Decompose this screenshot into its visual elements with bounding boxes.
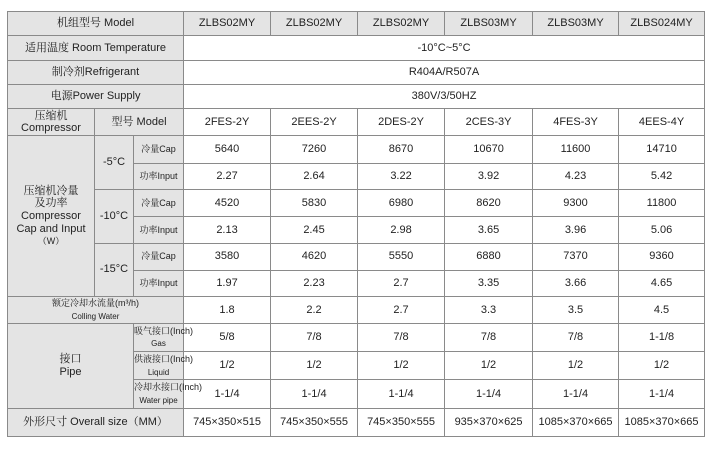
size-value: 745×350×555: [271, 408, 358, 436]
refrigerant-value: R404A/R507A: [184, 60, 705, 84]
model-name: ZLBS02MY: [271, 12, 358, 36]
pipe-label: [8, 323, 134, 408]
compressor-type: 2EES-2Y: [271, 109, 358, 136]
pipe-type-en: Liquid: [147, 367, 170, 377]
pipe-label-en: Pipe: [59, 365, 82, 378]
cooling-water-row: [8, 297, 705, 324]
input-value: 2.45: [271, 217, 358, 243]
input-value: 1.97: [184, 270, 271, 296]
size-label: 外形尺寸 Overall size（MM）: [8, 408, 184, 436]
compressor-type: 4EES-4Y: [619, 109, 705, 136]
pipe-value: 1-1/4: [533, 380, 619, 408]
pipe-value: 1/2: [358, 351, 445, 379]
capacity-label-cn1: 压缩机冷量: [23, 184, 79, 197]
pipe-value: 1-1/4: [271, 380, 358, 408]
model-name: ZLBS024MY: [619, 12, 705, 36]
input-value: 5.06: [619, 217, 705, 243]
pipe-type-cn: 冷却水接口(Inch): [134, 382, 203, 393]
input-value: 2.27: [184, 163, 271, 189]
pipe-value: 7/8: [271, 323, 358, 351]
input-value: 3.92: [445, 163, 533, 189]
input-value: 2.13: [184, 217, 271, 243]
cap-value: 3580: [184, 243, 271, 270]
cap-label: 冷量Cap: [134, 243, 184, 270]
size-value: 745×350×555: [358, 408, 445, 436]
temp-cell: -10°C: [95, 189, 134, 243]
pipe-value: 1-1/4: [619, 380, 705, 408]
pipe-value: 1/2: [533, 351, 619, 379]
spec-table: [7, 11, 705, 437]
cap-value: 5830: [271, 189, 358, 216]
model-name: ZLBS03MY: [445, 12, 533, 36]
pipe-value: 7/8: [445, 323, 533, 351]
pipe-value: 1/2: [619, 351, 705, 379]
capacity-label-en1: Compressor: [21, 209, 81, 222]
pipe-value: 1/2: [184, 351, 271, 379]
temperature-row: [8, 36, 705, 60]
compressor-type-label: 型号 Model: [95, 109, 184, 136]
cap-value: 9300: [533, 189, 619, 216]
cap-value: 7260: [271, 136, 358, 163]
input-value: 2.64: [271, 163, 358, 189]
model-name: ZLBS02MY: [358, 12, 445, 36]
cooling-water-value: 2.7: [358, 297, 445, 324]
capacity-label-en2: Cap and Input: [16, 222, 86, 235]
pipe-type-cn: 供液接口(Inch): [134, 353, 194, 364]
input-value: 2.98: [358, 217, 445, 243]
input-value: 2.23: [271, 270, 358, 296]
input-value: 2.7: [358, 270, 445, 296]
capacity-label-cn2: 及功率: [34, 197, 68, 210]
input-value: 3.96: [533, 217, 619, 243]
input-value: 5.42: [619, 163, 705, 189]
pipe-type-en: Gas: [151, 339, 166, 349]
pipe-label-cn: 接口: [59, 352, 82, 365]
cooling-water-value: 4.5: [619, 297, 705, 324]
input-value: 3.66: [533, 270, 619, 296]
pipe-value: 1-1/4: [184, 380, 271, 408]
model-name: ZLBS02MY: [184, 12, 271, 36]
cap-value: 11800: [619, 189, 705, 216]
size-value: 745×350×515: [184, 408, 271, 436]
input-value: 3.65: [445, 217, 533, 243]
pipe-type-label: [134, 323, 194, 351]
cooling-water-label-en: Colling Water: [71, 311, 120, 321]
cooling-water-value: 2.2: [271, 297, 358, 324]
cooling-water-value: 1.8: [184, 297, 271, 324]
temp-cell: -5°C: [95, 136, 134, 190]
cap-value: 5550: [358, 243, 445, 270]
model-row: [8, 12, 705, 36]
pipe-value: 5/8: [184, 323, 271, 351]
cap-value: 4620: [271, 243, 358, 270]
input-label: 功率Input: [134, 270, 184, 296]
refrigerant-label: 制冷剂Refrigerant: [8, 60, 184, 84]
cap-row: [8, 243, 705, 270]
cap-value: 7370: [533, 243, 619, 270]
compressor-row: [8, 109, 705, 136]
power-label: 电源Power Supply: [8, 84, 184, 108]
capacity-label: [8, 136, 95, 297]
cap-value: 10670: [445, 136, 533, 163]
power-row: [8, 84, 705, 108]
pipe-type-label: [134, 351, 194, 379]
cap-row: [8, 136, 705, 163]
size-value: 1085×370×665: [533, 408, 619, 436]
compressor-label: [8, 109, 95, 136]
cooling-water-value: 3.3: [445, 297, 533, 324]
pipe-type-label: [134, 380, 203, 408]
size-row: [8, 408, 705, 436]
cap-row: [8, 189, 705, 216]
size-value: 935×370×625: [445, 408, 533, 436]
pipe-type-cn: 吸气接口(Inch): [134, 325, 194, 336]
temp-cell: -15°C: [95, 243, 134, 297]
input-label: 功率Input: [134, 163, 184, 189]
cooling-water-label: [8, 297, 184, 324]
compressor-type: 2CES-3Y: [445, 109, 533, 136]
cap-label: 冷量Cap: [134, 136, 184, 163]
compressor-label-en: Compressor: [21, 122, 81, 135]
power-value: 380V/3/50HZ: [184, 84, 705, 108]
compressor-type: 2FES-2Y: [184, 109, 271, 136]
pipe-value: 1/2: [445, 351, 533, 379]
cooling-water-label-cn: 额定冷却水流量(m³/h): [52, 298, 140, 309]
compressor-type: 4FES-3Y: [533, 109, 619, 136]
cap-value: 8670: [358, 136, 445, 163]
pipe-value: 7/8: [358, 323, 445, 351]
input-value: 3.35: [445, 270, 533, 296]
cap-value: 14710: [619, 136, 705, 163]
pipe-value: 1-1/4: [445, 380, 533, 408]
model-label: 机组型号 Model: [8, 12, 184, 36]
cap-value: 11600: [533, 136, 619, 163]
input-value: 4.23: [533, 163, 619, 189]
pipe-value: 1/2: [271, 351, 358, 379]
model-name: ZLBS03MY: [533, 12, 619, 36]
temperature-label: 适用温度 Room Temperature: [8, 36, 184, 60]
compressor-label-cn: 压缩机: [34, 109, 68, 122]
pipe-value: 1-1/8: [619, 323, 705, 351]
cap-label: 冷量Cap: [134, 189, 184, 216]
pipe-row: [8, 323, 705, 351]
size-value: 1085×370×665: [619, 408, 705, 436]
refrigerant-row: [8, 60, 705, 84]
cap-value: 8620: [445, 189, 533, 216]
temperature-value: -10°C~5°C: [184, 36, 705, 60]
cap-value: 6880: [445, 243, 533, 270]
cap-value: 9360: [619, 243, 705, 270]
compressor-type: 2DES-2Y: [358, 109, 445, 136]
input-value: 4.65: [619, 270, 705, 296]
capacity-label-unit: （W）: [37, 236, 65, 247]
cap-value: 6980: [358, 189, 445, 216]
input-label: 功率Input: [134, 217, 184, 243]
cap-value: 5640: [184, 136, 271, 163]
cooling-water-value: 3.5: [533, 297, 619, 324]
cap-value: 4520: [184, 189, 271, 216]
pipe-value: 7/8: [533, 323, 619, 351]
pipe-value: 1-1/4: [358, 380, 445, 408]
input-value: 3.22: [358, 163, 445, 189]
pipe-type-en: Water pipe: [139, 395, 178, 405]
